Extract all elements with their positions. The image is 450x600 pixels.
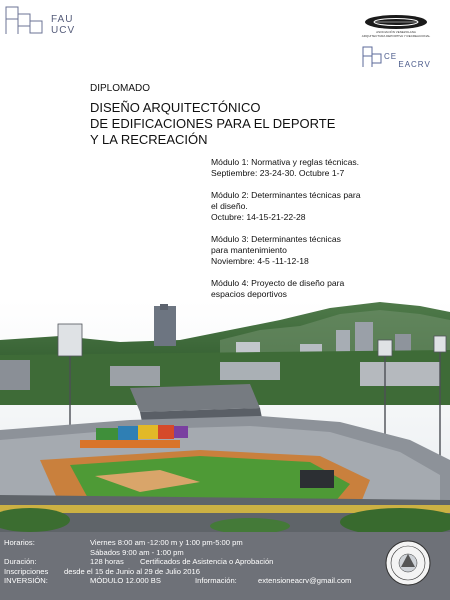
inversion-value: MÓDULO 12.000 BS: [90, 576, 161, 586]
module-title: Módulo 1: Normativa y reglas técnicas.: [211, 157, 360, 167]
module-title: Módulo 2: Determinantes técnicas para: [211, 190, 361, 200]
page-title: [90, 100, 390, 148]
eacrv-label: EACRV: [398, 60, 431, 69]
ce-logo-text: [384, 52, 433, 69]
association-subtitle: ARQUITECTURA DEPORTIVA Y RECREACIONAL: [361, 34, 431, 38]
title-line: DISEÑO ARQUITECTÓNICO: [90, 100, 261, 115]
university-seal-icon: [385, 540, 431, 586]
ce-logo-mark: [362, 46, 384, 68]
fau-ucv-logo: [5, 6, 95, 40]
module-title-cont: para mantenimiento: [211, 245, 287, 255]
horarios-label: Horarios:: [4, 538, 35, 547]
ucv-label: UCV: [51, 25, 76, 36]
ce-eacrv-logo: [362, 46, 442, 70]
email-link[interactable]: extensioneacrv@gmail.com: [258, 576, 352, 586]
stadium-photo: [0, 300, 450, 532]
module-title-cont: el diseño.: [211, 201, 248, 211]
ce-label: CE: [384, 52, 398, 61]
duracion-label: Duración:: [4, 557, 37, 567]
module-1: [211, 157, 391, 179]
certificados: Certificados de Asistencia o Aprobación: [140, 557, 274, 567]
duracion-value: 128 horas: [90, 557, 124, 567]
module-3: [211, 234, 391, 267]
horarios-line-1: Viernes 8:00 am -12:00 m y 1:00 pm-5:00 pm: [90, 538, 243, 547]
inscripciones-label: Inscripciones: [4, 566, 49, 576]
module-title: Módulo 3: Determinantes técnicas: [211, 234, 341, 244]
title-line: Y LA RECREACIÓN: [90, 132, 208, 147]
info-footer: [0, 532, 450, 600]
module-dates: Septiembre: 23-24-30. Octubre 1-7: [211, 168, 345, 178]
module-title: Módulo 4: Proyecto de diseño para: [211, 278, 345, 288]
module-dates: Noviembre: 4-5 -11-12-18: [211, 256, 309, 266]
module-title-cont: espacios deportivos: [211, 289, 287, 299]
kicker: DIPLOMADO: [90, 83, 151, 94]
horarios-line-2: Sábados 9:00 am - 1:00 pm: [90, 547, 184, 557]
module-list: [211, 157, 391, 322]
association-logo: [360, 14, 432, 46]
association-name: ASOCIACIÓN VENEZOLANA: [376, 30, 416, 34]
informacion-label: Información:: [195, 576, 237, 586]
inscripciones-value: desde el 15 de Junio al 29 de Julio 2016: [64, 566, 200, 576]
title-line: DE EDIFICACIONES PARA EL DEPORTE: [90, 116, 336, 131]
module-2: [211, 190, 391, 223]
association-emblem: [364, 14, 428, 30]
fau-label: FAU: [51, 14, 74, 25]
fau-logo-mark: [5, 6, 47, 36]
fau-logo-text: [51, 14, 75, 36]
module-dates: Octubre: 14-15-21-22-28: [211, 212, 306, 222]
inversion-label: INVERSIÓN:: [4, 576, 48, 586]
